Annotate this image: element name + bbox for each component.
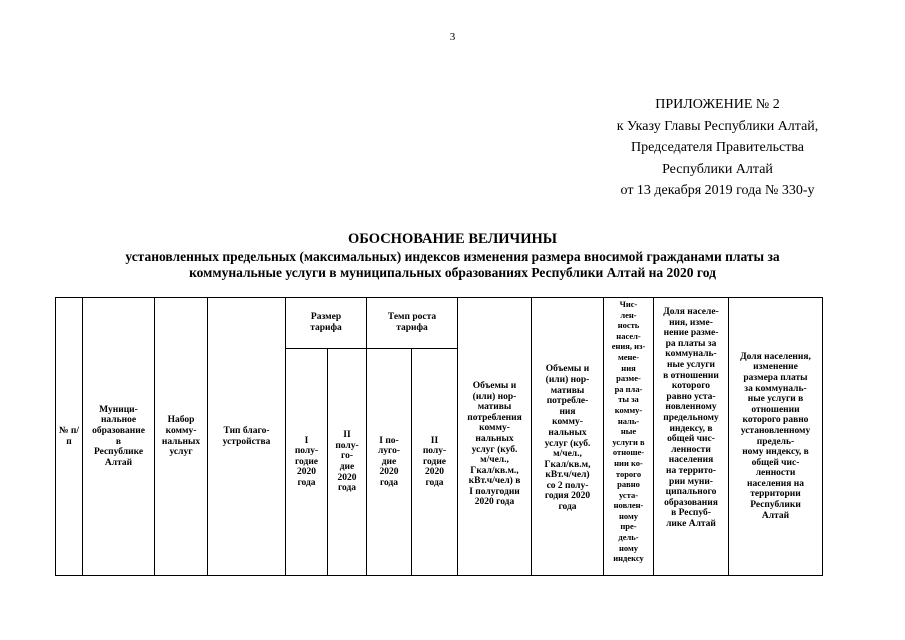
- title-line: ОБОСНОВАНИЕ ВЕЛИЧИНЫ: [347, 231, 557, 247]
- header-share-municipal: Доля населе- ния, изме- нение разме- ра платы за коммуналь- ные услуги в отношении которого равно уста- новленному предельному индексу, в общей чис- ленности населения на террито- рии муни- ципального образования в Респуб- лике Алтай: [654, 298, 729, 576]
- header-municipality: Муници- нальное образование в Республике Алтай: [83, 298, 155, 576]
- header-population: Чис- лен- ность насел- ения, из- мене- ния разме- ра пла- ты за комму- наль- ные услуги в отноше- нии ко- торого равно уста- новлен- ному пре- дель- ному индексу: [604, 298, 654, 576]
- title-line: установленных предельных (максимальных) индексов изменения размера вносимой гражданами платы за: [125, 249, 780, 264]
- header-num: № п/п: [56, 298, 83, 576]
- header-tariff-h1: I полу- годие 2020 года: [286, 349, 328, 576]
- appendix-line: Республики Алтай: [662, 161, 773, 177]
- page-number: 3: [449, 31, 456, 43]
- header-tariff-h2: II полу- го- дие 2020 года: [328, 349, 367, 576]
- document-title: [0, 231, 905, 281]
- header-growth-h2: II полу- годие 2020 года: [412, 349, 458, 576]
- header-volumes-h2: Объемы и (или) нор- мативы потребле- ния комму- нальных услуг (куб. м/чел., Гкал/кв.м, кВт.ч/чел) со 2 полу- годия 2020 года: [532, 298, 604, 576]
- header-services: Набор комму- нальных услуг: [155, 298, 208, 576]
- title-line: коммунальные услуги в муниципальных образованиях Республики Алтай на 2020 год: [189, 265, 716, 280]
- appendix-line: Председателя Правительства: [630, 140, 804, 155]
- indices-table: [55, 297, 823, 576]
- appendix-line: от 13 декабря 2019 года № 330-у: [620, 183, 815, 198]
- appendix-line: ПРИЛОЖЕНИЕ № 2: [655, 97, 780, 112]
- header-building-type: Тип благо- устройства: [208, 298, 286, 576]
- header-growth: Темп роста тарифа: [367, 298, 458, 349]
- appendix-line: к Указу Главы Республики Алтай,: [616, 118, 819, 134]
- appendix-block: [560, 94, 875, 202]
- header-share-republic: Доля населения, изменение размера платы за коммуналь- ные услуги в отношении которого равно установленному предель- ному индексу, в общей чис- ленности населения на территории Республики Алтай: [729, 298, 823, 576]
- header-tariff: Размер тарифа: [286, 298, 367, 349]
- header-volumes-h1: Объемы и (или) нор- мативы потребления комму- нальных услуг (куб. м/чел., Гкал/кв.м., кВт.ч/чел) в I полугодии 2020 года: [458, 298, 532, 576]
- header-growth-h1: I по- луго- дие 2020 года: [367, 349, 412, 576]
